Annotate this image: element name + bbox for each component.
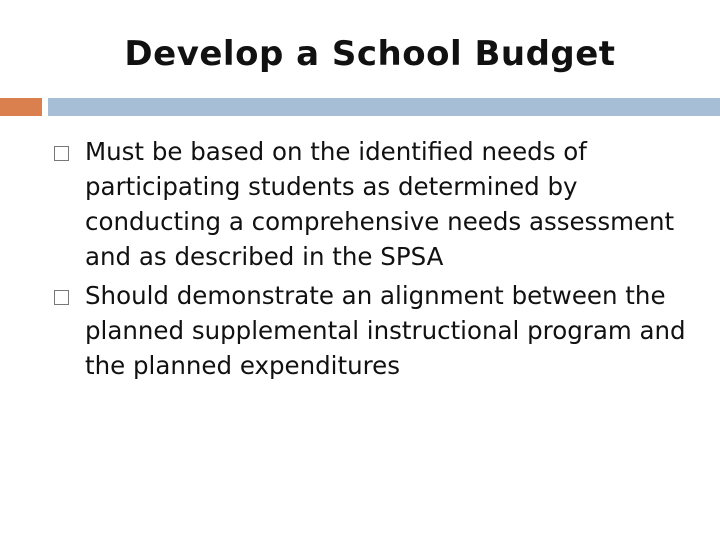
accent-bar-right [48, 98, 720, 116]
accent-bar-left [0, 98, 42, 116]
bullet-item [54, 278, 704, 383]
bullet-list [54, 134, 704, 387]
bullet-text: Must be based on the identified needs of participating students as determined by conducting a comprehensive needs assessment and as described in the SPSA [85, 137, 675, 271]
checkbox-outline-icon [54, 146, 69, 161]
checkbox-outline-icon [54, 290, 69, 305]
slide-title: Develop a School Budget [124, 34, 616, 74]
bullet-text: Should demonstrate an alignment between the planned supplemental instructional program and the planned expenditures [85, 281, 686, 380]
bullet-item [54, 134, 704, 274]
